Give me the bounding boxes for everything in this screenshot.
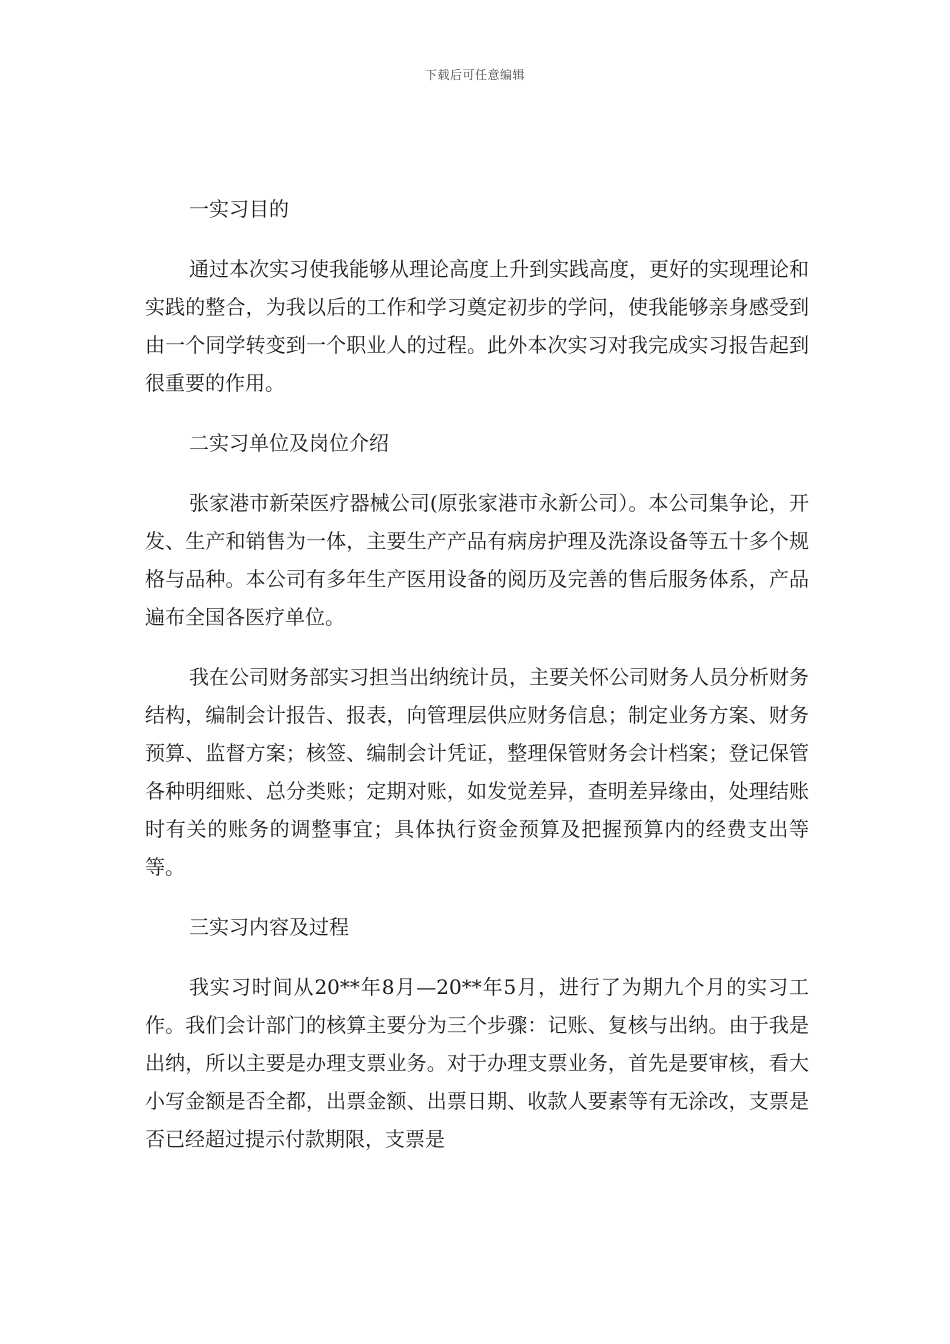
paragraph-1: 通过本次实习使我能够从理论高度上升到实践高度，更好的实现理论和实践的整合，为我以后的工作和学习奠定初步的学问，使我能够亲身感受到由一个同学转变到一个职业人的过程。此外本次实习对我完成实习报告起到很重要的作用。 [145, 257, 809, 395]
document-body [145, 190, 809, 1158]
paragraph-4: 我实习时间从20**年8月—20**年5月，进行了为期九个月的实习工作。我们会计部门的核算主要分为三个步骤：记账、复核与出纳。由于我是出纳，所以主要是办理支票业务。对于办理支票业务，首先是要审核，看大小写金额是否全都，出票金额、出票日期、收款人要素等有无涂改，支票是否已经超过提示付款期限，支票是 [145, 975, 809, 1151]
paragraph-3: 我在公司财务部实习担当出纳统计员，主要关怀公司财务人员分析财务结构，编制会计报告、报表，向管理层供应财务信息；制定业务方案、财务预算、监督方案；核签、编制会计凭证，整理保管财务会计档案；登记保管各种明细账、总分类账；定期对账，如发觉差异，查明差异缘由，处理结账时有关的账务的调整事宜；具体执行资金预算及把握预算内的经费支出等等。 [145, 665, 809, 879]
paragraph-2: 张家港市新荣医疗器械公司(原张家港市永新公司）。本公司集争论，开发、生产和销售为一体，主要生产产品有病房护理及洗涤设备等五十多个规格与品种。本公司有多年生产医用设备的阅历及完善的售后服务体系，产品遍布全国各医疗单位。 [145, 491, 809, 629]
section-heading-3: 三实习内容及过程 [189, 915, 349, 939]
section-heading-1: 一实习目的 [189, 197, 289, 221]
page-header: 下载后可任意编辑 [424, 68, 525, 82]
section-heading-2: 二实习单位及岗位介绍 [189, 431, 389, 455]
